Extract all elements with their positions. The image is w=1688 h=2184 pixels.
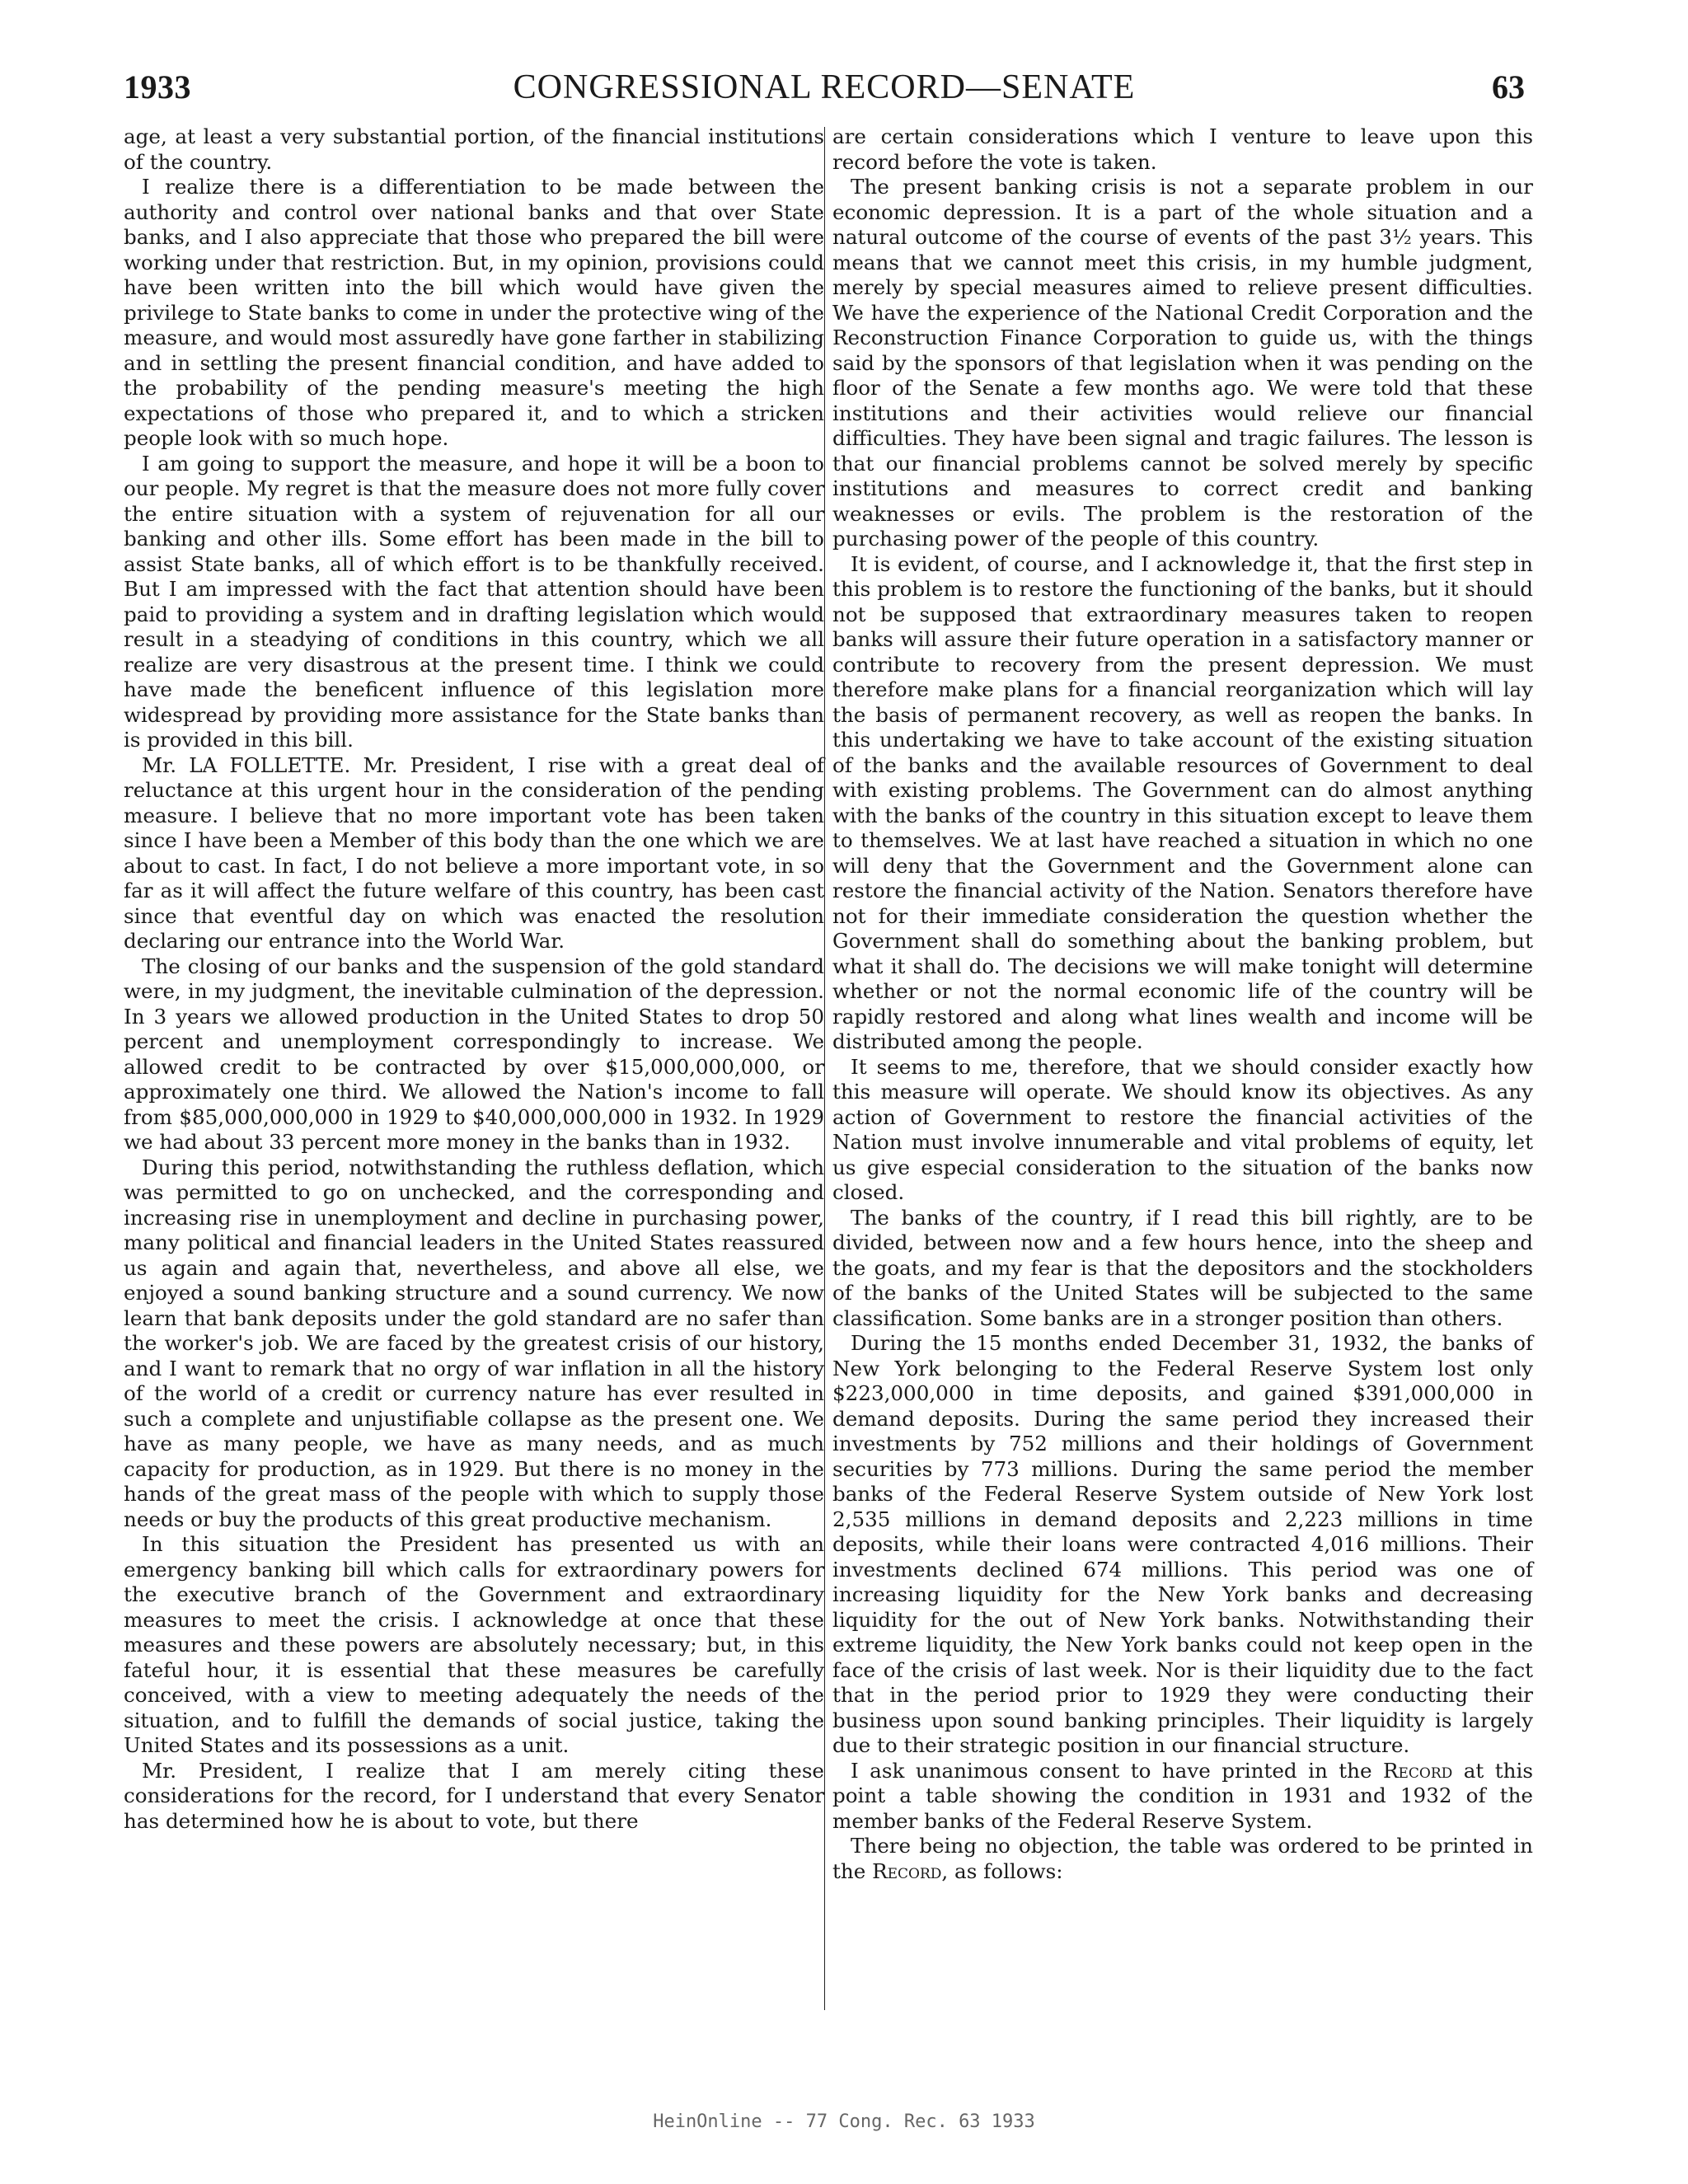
left-paragraph-5: The closing of our banks and the suspension of the gold standard were, in my judgment, the inevitable culmination of the depression. In 3 years we allowed production in the United States to drop 50 percent and unemployment correspondingly to increase. We allowed credit to be contracted by over $15,000,000,000, or approximately one third. We allowed the Nation's income to fall from $85,000,000,000 in 1929 to $40,000,000,000 in 1932. In 1929 we had about 33 percent more money in the banks than in 1932. [124,954,824,1154]
left-paragraph-6: During this period, notwithstanding the ruthless deflation, which was permitted to go on unchecked, and the corresponding and increasing rise in unemployment and decline in purchasing power, many political and financial leaders in the United States reassured us again and again that, nevertheless, and above all else, we enjoyed a sound banking structure and a sound currency. We now learn that bank deposits under the gold standard are no safer than the worker's job. We are faced by the greatest crisis of our history, and I want to remark that no orgy of war inflation in all the history of the world of a credit or currency nature has ever resulted in such a complete and unjustifiable collapse as the present one. We have as many people, we have as many needs, and as much capacity for production, as in 1929. But there is no money in the hands of the great mass of the people with which to supply those needs or buy the products of this great productive mechanism. [124,1155,824,1531]
right-paragraph-4: It seems to me, therefore, that we should consider exactly how this measure will operate. We should know its objectives. As any action of Government to restore the financial activities of the Nation must involve innumerable and vital problems of equity, let us give especial consideration to the situation of the banks now closed. [832,1054,1533,1204]
right-paragraph-7-end: at this point a table showing the condition in 1931 and 1932 of the member banks of the Federal Reserve System. [832,1758,1533,1833]
left-paragraph-2: I realize there is a differentiation to be made between the authority and control over national banks and that over State banks, and I also appreciate that those who prepared the bill were working under that restriction. But, in my opinion, provisions could have been written into the bill which would have given the privilege to State banks to come in under the protective wing of the measure, and would most assuredly have gone farther in stabilizing and in settling the present financial condition, and have added to the probability of the pending measure's meeting the high expectations of those who prepared it, and to which a stricken people look with so much hope. [124,175,824,450]
left-paragraph-3: I am going to support the measure, and hope it will be a boon to our people. My regret is that the measure does not more fully cover the entire situation with a system of rejuvenation for all our banking and other ills. Some effort has been made in the bill to assist State banks, all of which effort is to be thankfully received. But I am impressed with the fact that attention should have been paid to providing a system and in drafting legislation which would result in a steadying of conditions in this country, which we all realize are very disastrous at the present time. I think we could have made the beneficent influence of this legislation more widespread by providing more assistance for the State banks than is provided in this bill. [124,451,824,752]
page-number: 63 [1492,68,1525,105]
right-paragraph-1: are certain considerations which I venture to leave upon this record before the vote is taken. [832,124,1533,174]
page-header [124,68,1525,115]
record-word: Record [872,1858,942,1883]
right-paragraph-5: The banks of the country, if I read this bill rightly, are to be divided, between now and a few hours hence, into the sheep and the goats, and my fear is that the depositors and the stockholders of the banks of the United States will be subjected to the same classification. Some banks are in a stronger position than others. [832,1205,1533,1330]
column-divider [824,127,825,2010]
right-paragraph-7 [832,1759,1533,1835]
right-column [832,124,1533,1884]
record-word: Record [1383,1758,1453,1783]
publication-title: CONGRESSIONAL RECORD—SENATE [513,68,1136,106]
right-paragraph-8-end: , as follows: [941,1858,1063,1883]
left-paragraph-8: Mr. President, I realize that I am merely citing these considerations for the record, for I understand that every Senator has determined how he is about to vote, but there [124,1758,824,1833]
source-footer: HeinOnline -- 77 Cong. Rec. 63 1933 [653,2111,1035,2132]
right-paragraph-2: The present banking crisis is not a separate problem in our economic depression. It is a part of the whole situation and a natural outcome of the course of events of the past 3½ years. This means that we cannot meet this crisis, in my humble judgment, merely by special measures aimed to relieve present difficulties. We have the experience of the National Credit Corporation and the Reconstruction Finance Corporation to guide us, with the things said by the sponsors of that legislation when it was pending on the floor of the Senate a few months ago. We were told that these institutions and their activities would relieve our financial difficulties. They have been signal and tragic failures. The lesson is that our financial problems cannot be solved merely by specific institutions and measures to correct credit and banking weaknesses or evils. The problem is the restoration of the purchasing power of the people of this country. [832,175,1533,551]
right-paragraph-8 [832,1834,1533,1884]
left-paragraph-4: Mr. LA FOLLETTE. Mr. President, I rise with a great deal of reluctance at this urgent hour in the consideration of the pending measure. I believe that no more important vote has been taken since I have been a Member of this body than the one which we are about to cast. In fact, I do not believe a more important vote, in so far as it will affect the future welfare of this country, has been cast since that eventful day on which was enacted the resolution declaring our entrance into the World War. [124,752,824,953]
right-paragraph-3: It is evident, of course, and I acknowledge it, that the first step in this problem is to restore the functioning of the banks, but it should not be supposed that extraordinary measures taken to reopen banks will assure their future operation in a satisfactory manner or contribute to recovery from the present depression. We must therefore make plans for a financial reorganization which will lay the basis of permanent recovery, as well as reopen the banks. In this undertaking we have to take account of the existing situation of the banks and the available resources of Government to deal with existing problems. The Government can do almost anything with the banks of the country in this situation except to leave them to themselves. We at last have reached a situation in which no one will deny that the Government and the Government alone can restore the financial activity of the Nation. Senators therefore have not for their immediate consideration the question whether the Government shall do something about the banking problem, but what it shall do. The decisions we will make tonight will determine whether or not the normal economic life of the country will be rapidly restored and along what lines wealth and income will be distributed among the people. [832,551,1533,1053]
left-column [124,124,824,1834]
left-paragraph-7: In this situation the President has presented us with an emergency banking bill which calls for extraordinary powers for the executive branch of the Government and extraordinary measures to meet the crisis. I acknowledge at once that these measures and these powers are absolutely necessary; but, in this fateful hour, it is essential that these measures be carefully conceived, with a view to meeting adequately the needs of the situation, and to fulfill the demands of social justice, taking the United States and its possessions as a unit. [124,1532,824,1757]
right-paragraph-8-start: There being no objection, the table was ordered to be printed in the [832,1834,1533,1883]
right-paragraph-6: During the 15 months ended December 31, 1932, the banks of New York belonging to the Federal Reserve System lost only $223,000,000 in time deposits, and gained $391,000,000 in demand deposits. During the same period they increased their investments by 752 millions and their holdings of Government securities by 773 millions. During the same period the member banks of the Federal Reserve System outside of New York lost 2,535 millions in demand deposits and 2,223 millions in time deposits, while their loans were contracted 4,016 millions. Their investments declined 674 millions. This period was one of increasing liquidity for the New York banks and decreasing liquidity for the out of New York banks. Notwithstanding their extreme liquidity, the New York banks could not keep open in the face of the crisis of last week. Nor is their liquidity due to the fact that in the period prior to 1929 they were conducting their business upon sound banking principles. Their liquidity is largely due to their strategic position in our financial structure. [832,1331,1533,1757]
page-year: 1933 [124,68,191,105]
left-paragraph-1: age, at least a very substantial portion, of the financial institutions of the country. [124,124,824,174]
right-paragraph-7-start: I ask unanimous consent to have printed in the [851,1758,1383,1783]
